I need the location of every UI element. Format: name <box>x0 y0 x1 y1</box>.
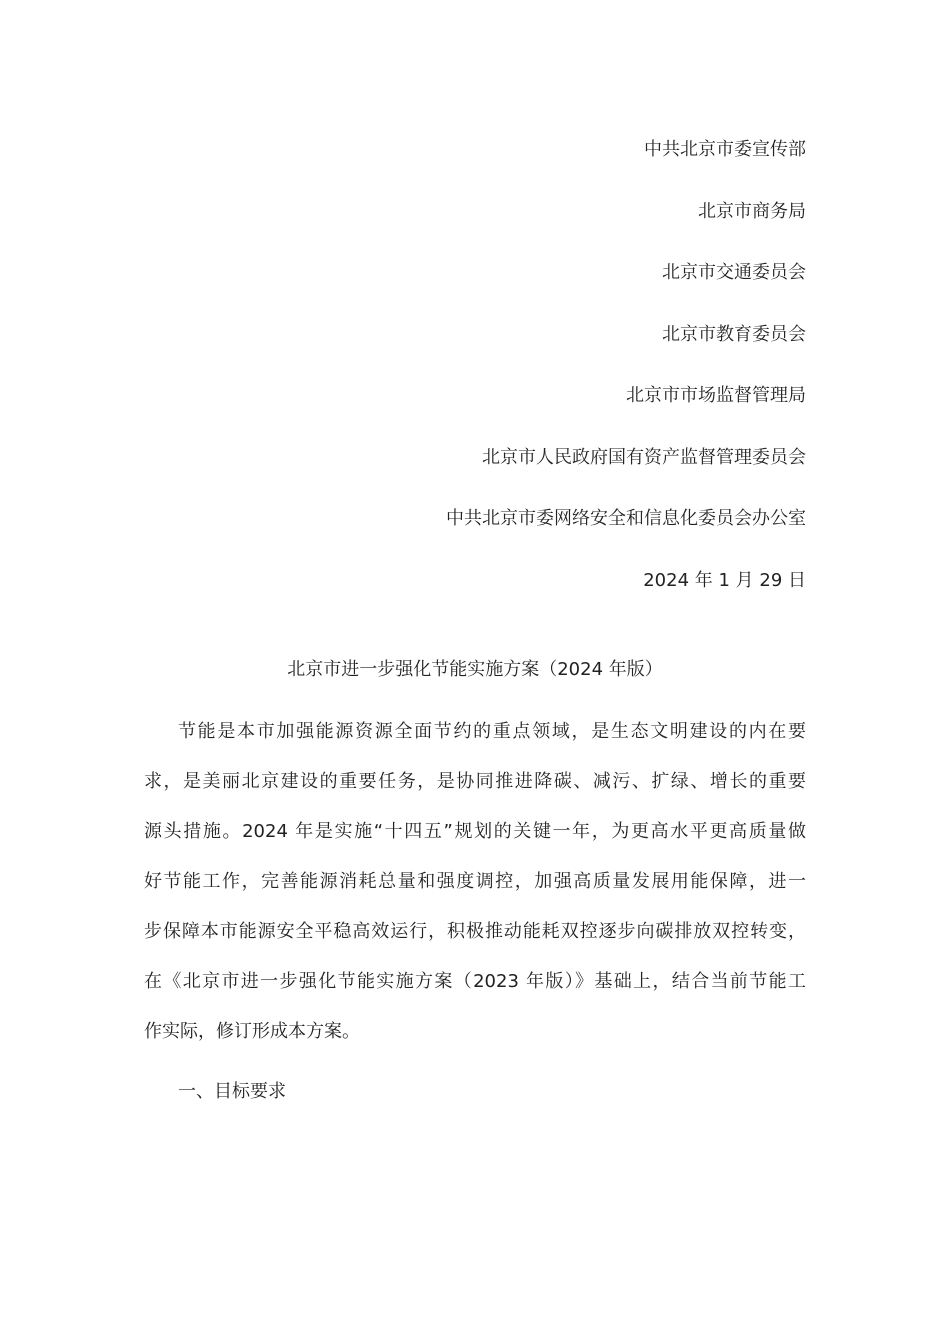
issuing-departments <box>144 134 806 626</box>
department-name: 北京市教育委员会 <box>662 323 806 345</box>
department-name: 北京市人民政府国有资产监督管理委员会 <box>482 446 806 468</box>
department-name: 北京市商务局 <box>698 200 806 222</box>
paragraph-line: 源头措施。2024 年是实施“十四五”规划的关键一年，为更高水平更高质量做 <box>144 821 806 842</box>
document-title: 北京市进一步强化节能实施方案（2024 年版） <box>287 659 663 680</box>
issue-date: 2024 年 1 月 29 日 <box>643 569 806 591</box>
paragraph-line: 节能是本市加强能源资源全面节约的重点领域，是生态文明建设的内在要 <box>178 721 806 742</box>
paragraph-line: 在《北京市进一步强化节能实施方案（2023 年版）》基础上，结合当前节能工 <box>144 971 806 992</box>
department-name: 中共北京市委宣传部 <box>644 139 806 160</box>
section-heading: 一、目标要求 <box>178 1081 286 1102</box>
paragraph-line: 求，是美丽北京建设的重要任务，是协同推进降碳、减污、扩绿、增长的重要 <box>144 771 806 792</box>
paragraph-line: 好节能工作，完善能源消耗总量和强度调控，加强高质量发展用能保障，进一 <box>144 871 806 892</box>
department-name: 中共北京市委网络安全和信息化委员会办公室 <box>446 508 806 529</box>
paragraph-line: 步保障本市能源安全平稳高效运行，积极推动能耗双控逐步向碳排放双控转变， <box>144 921 806 942</box>
department-name: 北京市市场监督管理局 <box>626 385 806 406</box>
department-name: 北京市交通委员会 <box>662 262 806 283</box>
intro-paragraph <box>144 716 806 1066</box>
paragraph-line: 作实际，修订形成本方案。 <box>144 1021 360 1042</box>
